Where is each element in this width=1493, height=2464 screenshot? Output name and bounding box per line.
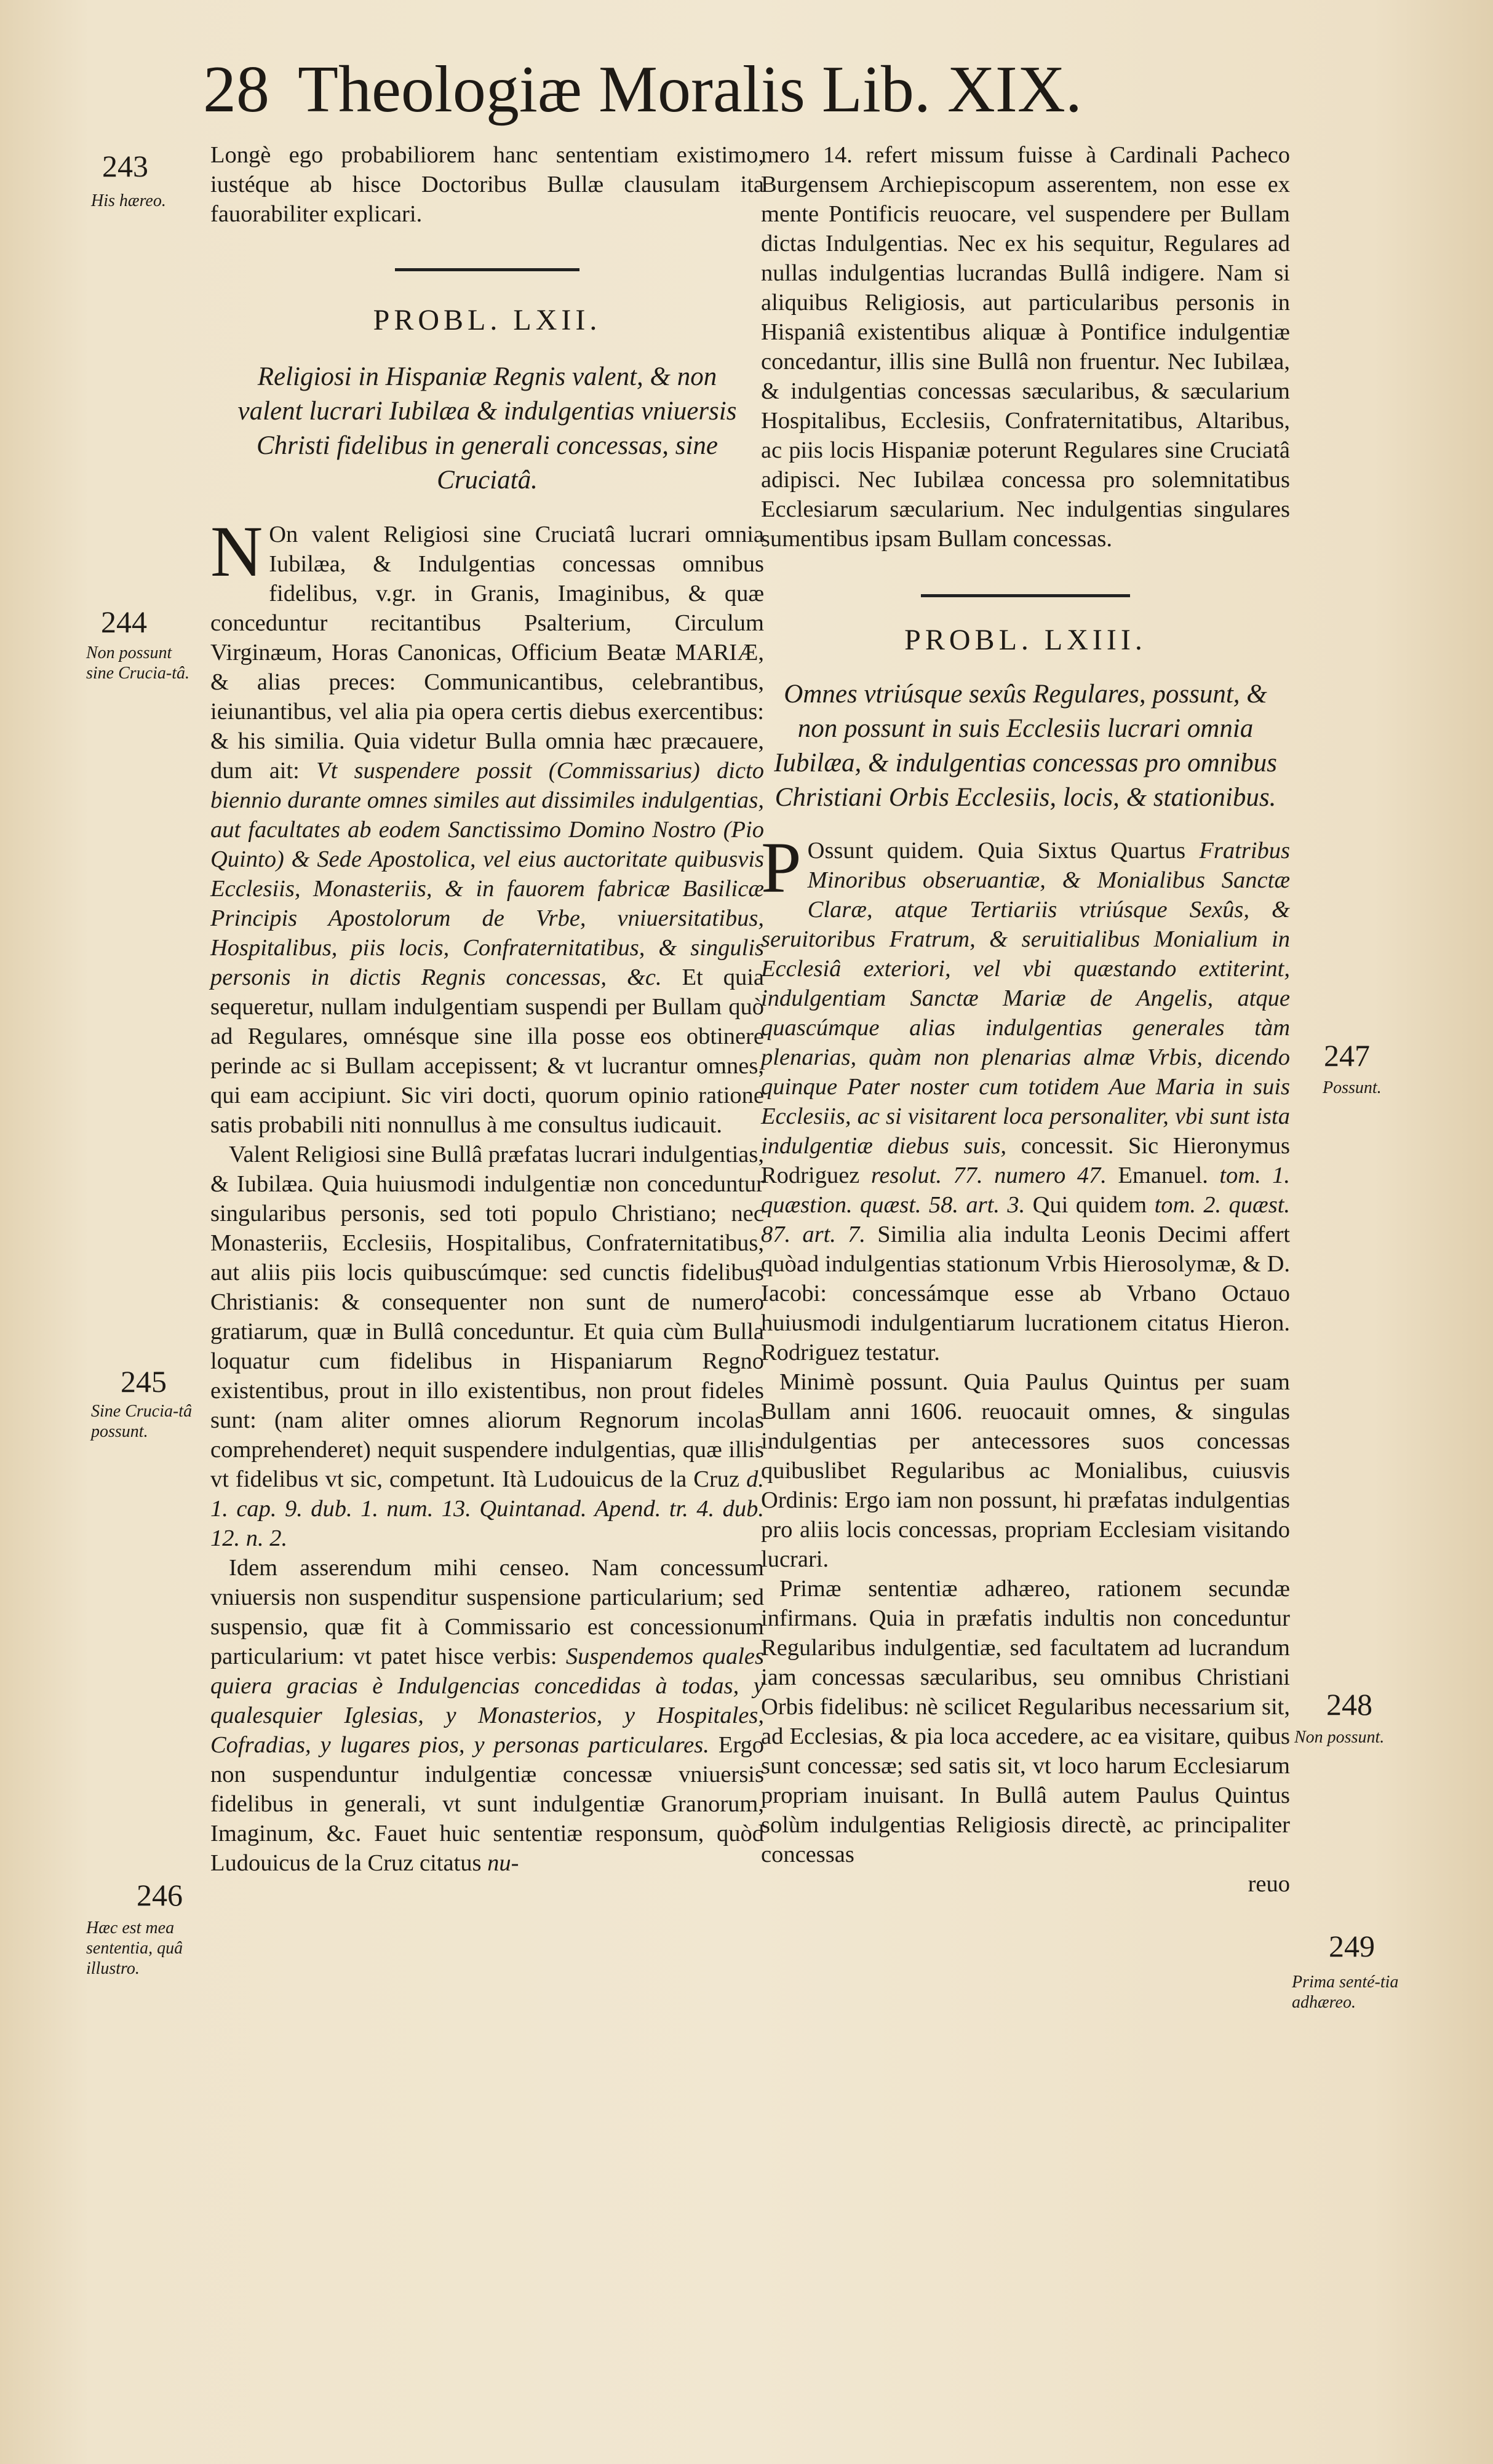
marginal-note: Sine Crucia-tâ possunt. bbox=[91, 1402, 193, 1441]
right-column bbox=[761, 140, 1290, 1899]
left-column bbox=[210, 140, 764, 1878]
paragraph-249: Primæ sententiæ adhæreo, rationem secundæ infirmans. Quia in præfatis indultis non conceduntur Regularibus indulgentiæ, sed facultatem ad lucrandum iam concessas sæcularibus, seu omnibus Christiani Orbis fidelibus: nè scilicet Regularibus necessarium sit, ad Ecclesias, & pia loca accedere, ac ea visitare, quibus sunt concessæ; sed satis sit, vt loco harum Ecclesiarum propriam inuisant. In Bullâ autem Paulus Quintus solùm indulgentias Religiosis directè, ac principaliter concessas bbox=[761, 1576, 1290, 1867]
running-title: Theologiæ Moralis Lib. XIX. bbox=[298, 53, 1082, 126]
marginal-number: 243 bbox=[102, 149, 148, 183]
running-header bbox=[203, 53, 1082, 126]
paragraph-247: P Ossunt quidem. Quia Sixtus Quartus Fratribus Minoribus obseruantiæ, & Monialibus Sanctæ Claræ, atque Tertiariis vtriúsque Sexûs, & seruitoribus Fratrum, & seruitialibus Monialium in Ecclesiâ exteriori, vel vbi quæstando extiterint, indulgentiam Sanctæ Mariæ de Angelis, atque quascúmque alias indulgentias generales tàm plenarias, quàm non plenarias almæ Vrbis, dicendo quinque Pater noster cum totidem Aue Maria in suis Ecclesiis, ac si visitarent loca personaliter, vbi sunt ista indulgentiæ diebus suis, concessit. Sic Hieronymus Rodriguez resolut. 77. numero 47. Emanuel. tom. 1. quæstion. quæst. 58. art. 3. Qui quidem tom. 2. quæst. 87. art. 7. Similia alia indulta Leonis Decimi affert quòad indulgentias stationum Vrbis Hierosolymæ, & D. Iacobi: concessámque esse ab Vrbano Octauo huiusmodi indulgentiarum lucrationem citatus Hieron. Rodriguez testatur. bbox=[761, 827, 1291, 1365]
paragraph-246: Idem asserendum mihi censeo. Nam concessum vniuersis non suspenditur suspensione particularium; sed suspensio, quæ fit à Commissario est concessionum particularium: vt patet hisce verbis: Suspendemos quales quiera gracias è Indulgencias concedidas à todas, y qualesquier Iglesias, y Monasterios, y Hospitales, Cofradias, y lugares pios, y personas particulares. Ergo non suspenduntur indulgentiæ concessæ vniuersis fidelibus in generali, vt sunt indulgentiæ Granorum, Imaginum, &c. Fauet huic sententiæ responsum, quòd Ludouicus de la Cruz citatus nu- bbox=[210, 1555, 765, 1876]
section-rule bbox=[395, 268, 579, 271]
section-rule bbox=[921, 594, 1130, 597]
marginal-number: 248 bbox=[1326, 1687, 1372, 1722]
page-number: 28 bbox=[203, 53, 269, 126]
continued-paragraph: mero 14. refert missum fuisse à Cardinali Pacheco Burgensem Archiepiscopum asserentem, non esse ex mente Pontificis reuocare, vel suspendere per Bullam dictas Indulgentias. Nec ex his sequitur, Regulares ad nullas indulgentias lucrandas Bullâ indigere. Nam si aliquibus Religiosis, aut particularibus personis in Hispaniâ existentibus aliquæ à Pontifice indulgentiæ concedantur, illis sine Bullâ non fruentur. Nec Iubilæa, & indulgentias concessas sæcularibus, & sæcularium Hospitalibus, Ecclesiis, Confraternitatibus, Altaribus, ac piis locis Hispaniæ poterunt Regulares sine Cruciatâ adipisci. Nec Iubilæa concessa pro solemnitatibus Ecclesiarum sæcularium. Nec indulgentias singulares sumentibus ipsam Bullam concessas. bbox=[761, 142, 1290, 552]
drop-cap: N bbox=[210, 511, 263, 592]
problem-heading: PROBL. LXIII. bbox=[904, 624, 1147, 656]
problem-heading: PROBL. LXII. bbox=[373, 304, 602, 336]
marginal-note: Possunt. bbox=[1323, 1078, 1382, 1097]
marginal-number: 247 bbox=[1324, 1038, 1370, 1073]
marginal-number: 249 bbox=[1329, 1929, 1375, 1963]
paragraph-243: Longè ego probabiliorem hanc sententiam existimo, iustéque ab hisce Doctoribus Bullæ clausulam ita fauorabiliter explicari. bbox=[210, 142, 764, 227]
paragraph-245: Valent Religiosi sine Bullâ præfatas lucrari indulgentias, & Iubilæa. Quia huiusmodi indulgentiæ non conceduntur singularibus personis, sed toti populo Christiano; nec Monasteriis, Ecclesiis, Hospitalibus, Confraternitatibus, aut aliis piis locis quibuscúmque: sed cunctis fidelibus Christianis: & consequenter non sunt de numero gratiarum, quæ in Bullâ conceduntur. Et quia cùm Bulla loquatur cum fidelibus in Hispaniarum Regno existentibus, prout in illo existentibus, non prout fideles sunt: (nam aliter omnes aliorum Regnorum incolas comprehenderet) nequit suspendere indulgentias, quæ illis vt fidelibus vt sic, competunt. Ità Ludouicus de la Cruz d. 1. cap. 9. dub. 1. num. 13. Quintanad. Apend. tr. 4. dub. 12. n. 2. bbox=[210, 1142, 765, 1551]
marginal-number: 246 bbox=[137, 1878, 183, 1912]
marginal-note: Prima senté-tia adhæreo. bbox=[1292, 1973, 1399, 2012]
paragraph-248: Minimè possunt. Quia Paulus Quintus per suam Bullam anni 1606. reuocauit omnes, & singulas indulgentias per antecessores suos concessas quibuslibet Regularibus ac Monialibus, cuiusvis Ordinis: Ergo iam non possunt, hi præfatas indulgentias pro aliis locis concessas, propriam Ecclesiam visitando lucrari. bbox=[761, 1369, 1290, 1572]
catchword: reuo bbox=[1248, 1871, 1290, 1897]
marginal-number: 245 bbox=[121, 1364, 167, 1399]
drop-cap: P bbox=[761, 827, 802, 908]
marginal-number: 244 bbox=[101, 605, 147, 639]
marginal-note: His hæreo. bbox=[91, 191, 166, 210]
marginal-note: Non possunt sine Crucia-tâ. bbox=[86, 643, 189, 683]
marginal-note: Non possunt. bbox=[1294, 1728, 1385, 1747]
problem-title: Religiosi in Hispaniæ Regnis valent, & non valent lucrari Iubilæa & indulgentias vniuersis Christi fidelibus in generali concessas, sine Cruciatâ. bbox=[237, 362, 737, 495]
problem-title: Omnes vtriúsque sexûs Regulares, possunt, & non possunt in suis Ecclesiis lucrari omnia Iubilæa, & indulgentias concessas pro omnibus Christiani Orbis Ecclesiis, locis, & stationibus. bbox=[774, 680, 1277, 812]
paragraph-244: N On valent Religiosi sine Cruciatâ lucrari omnia Iubilæa, & Indulgentias concessas omnibus fidelibus, v.gr. in Granis, Imaginibus, & quæ conceduntur recitantibus Psalterium, Circulum Virginæum, Horas Canonicas, Officium Beatæ MARIÆ, & alias preces: Communicantibus, celebrantibus, ieiunantibus, vel alia pia opera certis diebus exercentibus: & his similia. Quia videtur Bulla omnia hæc præcauere, dum ait: Vt suspendere possit (Commissarius) dicto biennio durante omnes similes aut dissimiles indulgentias, aut facultates ab eodem Sanctissimo Domino Nostro (Pio Quinto) & Sede Apostolica, vel eius auctoritate quibusvis Ecclesiis, Monasteriis, & in fauorem fabricæ Basilicæ Principis Apostolorum de Vrbe, vniuersitatibus, Hospitalibus, piis locis, Confraternitatibus, & singulis personis in dictis Regnis concessas, &c. Et quia sequeretur, nullam indulgentiam suspendi per Bullam quò ad Regulares, omnésque sine illa posse eos obtinere perinde ac si Bullam accepissent; & vt lucrantur omnes, qui eam accipiunt. Sic viri docti, quorum opinio ratione satis probabili niti nonnullus à me consultus iudicauit. bbox=[210, 511, 765, 1138]
marginal-note: Hæc est mea sententia, quâ illustro. bbox=[86, 1918, 183, 1978]
